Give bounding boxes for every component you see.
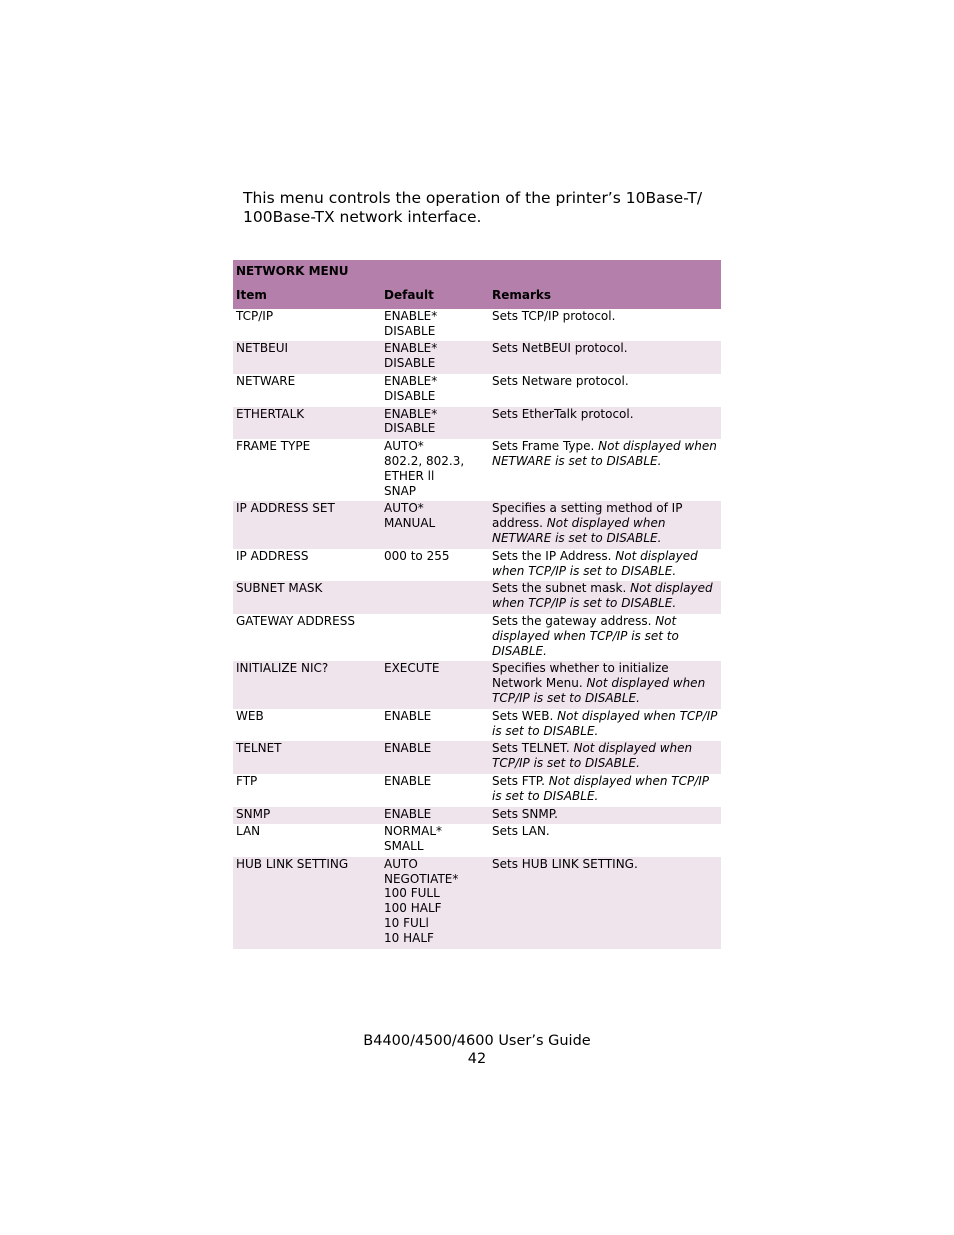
- cell-default: [381, 774, 489, 807]
- column-header-item: Item: [233, 281, 381, 309]
- default-value: ENABLE*: [384, 341, 438, 356]
- table-row: [233, 309, 721, 342]
- cell-default: [381, 439, 489, 501]
- cell-default: [381, 857, 489, 949]
- table-row: [233, 807, 721, 825]
- default-value: SMALL: [384, 839, 424, 854]
- cell-remarks: [489, 774, 721, 807]
- cell-item: INITIALIZE NIC?: [233, 661, 381, 708]
- cell-item: ETHERTALK: [233, 407, 381, 440]
- remarks-note: Not displayed when TCP/IP is set to DISABLE.: [492, 708, 718, 738]
- cell-item: NETWARE: [236, 373, 296, 388]
- remarks-text: Specifies a setting method of IP address.: [492, 501, 683, 531]
- column-header-remarks: Remarks: [489, 281, 721, 309]
- cell-default: [381, 374, 489, 407]
- remarks-text: Sets the gateway address.: [492, 613, 656, 628]
- remarks-note: Not displayed when TCP/IP is set to DISABLE.: [492, 613, 679, 658]
- table-row: [233, 581, 721, 614]
- default-value: MANUAL: [384, 516, 436, 531]
- default-value: ETHER ll: [384, 468, 435, 483]
- cell-remarks: [489, 824, 721, 857]
- default-value: NORMAL*: [384, 824, 443, 839]
- default-value: 000 to 255: [384, 548, 450, 563]
- cell-remarks: [489, 309, 721, 342]
- remarks-text: Sets LAN.: [492, 824, 550, 839]
- cell-remarks: [489, 614, 721, 661]
- cell-default: [381, 407, 489, 440]
- cell-default: [381, 614, 489, 661]
- cell-item: NETBEUI: [233, 341, 381, 374]
- remarks-text: Sets WEB.: [492, 708, 558, 723]
- cell-remarks: [489, 709, 721, 742]
- table-title: NETWORK MENU: [233, 260, 721, 281]
- cell-default: [381, 661, 489, 708]
- default-value: 10 FULl: [384, 916, 429, 931]
- remarks-text: Specifies whether to initialize Network Menu.: [492, 661, 669, 691]
- default-value: ENABLE: [384, 708, 432, 723]
- page-footer: [0, 1032, 954, 1068]
- table-row: [233, 341, 721, 374]
- cell-remarks: [489, 549, 721, 582]
- cell-default: [381, 549, 489, 582]
- cell-default: [381, 501, 489, 548]
- cell-item: WEB: [236, 708, 264, 723]
- default-value: DISABLE: [384, 356, 436, 371]
- remarks-note: Not displayed when TCP/IP is set to DISABLE.: [492, 548, 698, 578]
- table-body: [233, 309, 721, 949]
- cell-item: IP ADDRESS: [236, 548, 309, 563]
- cell-remarks: [489, 857, 721, 949]
- default-value: SNAP: [384, 483, 417, 498]
- cell-remarks: [489, 341, 721, 374]
- cell-remarks: [489, 439, 721, 501]
- cell-item: GATEWAY ADDRESS: [236, 613, 355, 628]
- default-value: 802.2, 802.3,: [384, 453, 465, 468]
- default-value: EXECUTE: [384, 661, 440, 676]
- remarks-note: Not displayed when TCP/IP is set to DISABLE.: [492, 581, 713, 611]
- default-value: ENABLE: [384, 773, 432, 788]
- remarks-note: Not displayed when NETWARE is set to DISABLE.: [492, 516, 666, 545]
- cell-default: [381, 341, 489, 374]
- cell-item: SUBNET MASK: [233, 581, 381, 614]
- guide-title: B4400/4500/4600 User’s Guide: [363, 1033, 591, 1049]
- table-row: [233, 824, 721, 857]
- default-value: 10 HALF: [384, 930, 434, 945]
- remarks-note: Not displayed when TCP/IP is set to DISABLE.: [492, 773, 710, 803]
- intro-paragraph: [243, 189, 723, 227]
- remarks-text: Sets SNMP.: [492, 806, 558, 821]
- intro-line-1: This menu controls the operation of the printer’s 10Base-T/: [243, 189, 703, 207]
- table-row: [233, 741, 721, 774]
- table-row: [233, 549, 721, 582]
- cell-remarks: [489, 501, 721, 548]
- network-menu-table: [233, 260, 721, 949]
- default-value: ENABLE*: [384, 308, 438, 323]
- remarks-text: Sets HUB LINK SETTING.: [492, 856, 638, 871]
- default-value: NEGOTIATE*: [384, 871, 459, 886]
- cell-remarks: [489, 807, 721, 825]
- cell-default: [381, 807, 489, 825]
- page-number: 42: [467, 1051, 487, 1067]
- table-row: [233, 614, 721, 661]
- remarks-note: Not displayed when TCP/IP is set to DISABLE.: [492, 741, 693, 771]
- default-value: DISABLE: [384, 323, 436, 338]
- default-value: ENABLE*: [384, 406, 438, 421]
- remarks-text: Sets Netware protocol.: [492, 373, 629, 388]
- table-row: [233, 857, 721, 949]
- default-value: DISABLE: [384, 388, 436, 403]
- cell-item: LAN: [236, 824, 261, 839]
- cell-default: [381, 709, 489, 742]
- cell-remarks: [489, 741, 721, 774]
- remarks-text: Sets TELNET.: [492, 741, 574, 756]
- table-row: [233, 501, 721, 548]
- cell-remarks: [489, 374, 721, 407]
- cell-default: [381, 309, 489, 342]
- default-value: 100 FULL: [384, 886, 440, 901]
- remarks-text: Sets FTP.: [492, 773, 549, 788]
- table-row: [233, 407, 721, 440]
- table-row: [233, 774, 721, 807]
- table-row: [233, 439, 721, 501]
- table-row: [233, 374, 721, 407]
- remarks-note: Not displayed when TCP/IP is set to DISABLE.: [492, 676, 706, 705]
- default-value: AUTO*: [384, 439, 424, 454]
- intro-line-2: 100Base-TX network interface.: [243, 208, 482, 226]
- remarks-text: Sets NetBEUI protocol.: [492, 341, 628, 356]
- cell-item: TELNET: [233, 741, 381, 774]
- cell-remarks: [489, 661, 721, 708]
- cell-item: SNMP: [233, 807, 381, 825]
- default-value: AUTO*: [384, 501, 424, 516]
- default-value: ENABLE: [384, 806, 432, 821]
- remarks-text: Sets EtherTalk protocol.: [492, 406, 634, 421]
- default-value: 100 HALF: [384, 901, 442, 916]
- table-row: [233, 661, 721, 708]
- remarks-note: Not displayed when NETWARE is set to DISABLE.: [492, 439, 717, 468]
- column-header-default: Default: [381, 281, 489, 309]
- cell-item: HUB LINK SETTING: [233, 857, 381, 949]
- remarks-text: Sets Frame Type.: [492, 439, 599, 454]
- cell-remarks: [489, 581, 721, 614]
- cell-default: [381, 824, 489, 857]
- default-value: AUTO: [384, 856, 418, 871]
- cell-item: TCP/IP: [236, 308, 274, 323]
- cell-item: IP ADDRESS SET: [233, 501, 381, 548]
- cell-remarks: [489, 407, 721, 440]
- default-value: ENABLE*: [384, 373, 438, 388]
- remarks-text: Sets TCP/IP protocol.: [492, 308, 616, 323]
- remarks-text: Sets the subnet mask.: [492, 581, 631, 596]
- default-value: DISABLE: [384, 421, 436, 436]
- cell-item: FRAME TYPE: [236, 439, 311, 454]
- remarks-text: Sets the IP Address.: [492, 548, 616, 563]
- cell-default: [381, 581, 489, 614]
- cell-default: [381, 741, 489, 774]
- default-value: ENABLE: [384, 741, 432, 756]
- table-row: [233, 709, 721, 742]
- cell-item: FTP: [236, 773, 258, 788]
